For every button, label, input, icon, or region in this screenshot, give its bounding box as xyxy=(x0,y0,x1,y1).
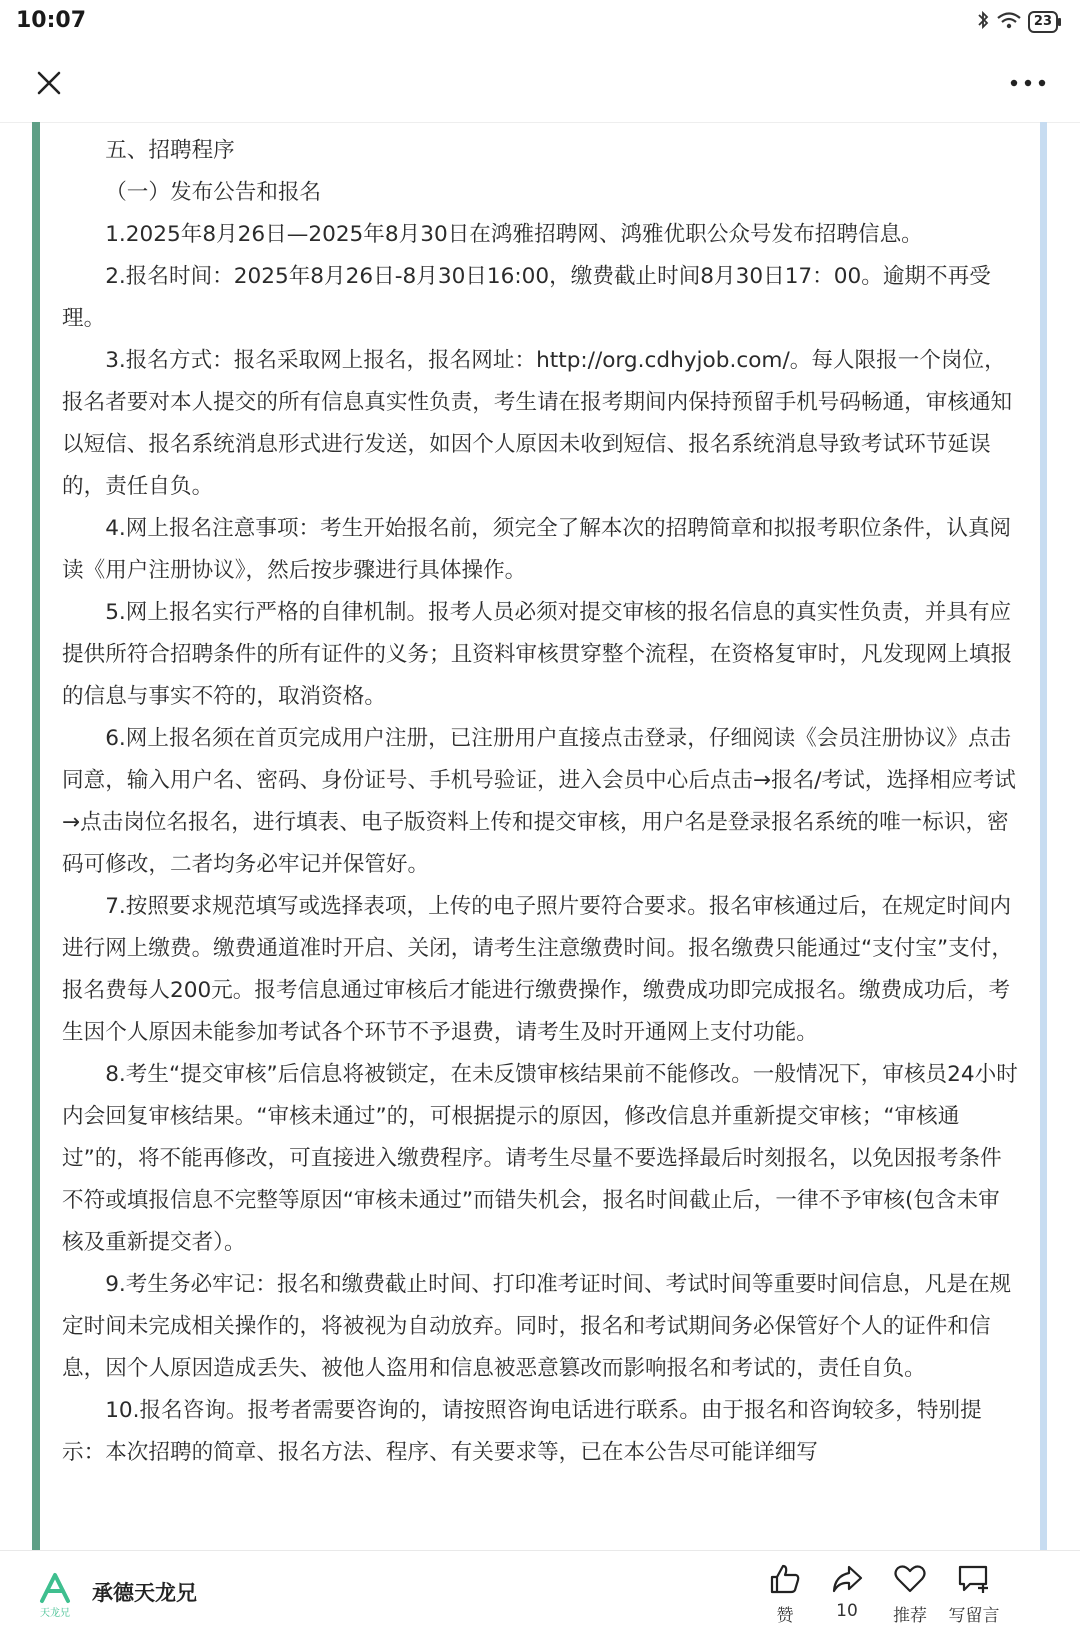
author-logo-text: 天龙兄 xyxy=(40,1608,70,1619)
nav-bar xyxy=(0,44,1080,123)
status-bar xyxy=(0,0,1080,44)
paragraph: 8.考生“提交审核”后信息将被锁定，在未反馈审核结果前不能修改。一般情况下，审核员24小时内会回复审核结果。“审核未通过”的，可根据提示的原因，修改信息并重新提交审核；“审核通过”的，将不能再修改，可直接进入缴费程序。请考生尽量不要选择最后时刻报名，以免因报考条件不符或填报信息不完整等原因“审核未通过”而错失机会，报名时间截止后，一律不予审核(包含未审核及重新提交者）。 xyxy=(62,1062,1018,1255)
comment-button[interactable] xyxy=(939,1563,1009,1626)
paragraph: 5.网上报名实行严格的自律机制。报考人员必须对提交审核的报名信息的真实性负责，并具有应提供所符合招聘条件的所有证件的义务；且资料审核贯穿整个流程，在资格复审时，凡发现网上填报的信息与事实不符的，取消资格。 xyxy=(62,600,1013,709)
close-icon xyxy=(28,62,70,104)
paragraph: 6.网上报名须在首页完成用户注册，已注册用户直接点击登录，仔细阅读《会员注册协议》点击同意，输入用户名、密码、身份证号、手机号验证，进入会员中心后点击→报名/考试，选择相应考试→点击岗位名报名，进行填表、电子版资料上传和提交审核，用户名是登录报名系统的唯一标识，密码可修改，二者均务必牢记并保管好。 xyxy=(62,726,1016,877)
section-heading: 五、招聘程序 xyxy=(105,138,235,163)
paragraph: 7.按照要求规范填写或选择表项，上传的电子照片要符合要求。报名审核通过后，在规定时间内进行网上缴费。缴费通道准时开启、关闭，请考生注意缴费时间。报名缴费只能通过“支付宝”支付，报名费每人200元。报考信息通过审核后才能进行缴费操作，缴费成功即完成报名。缴费成功后，考生因个人原因未能参加考试各个环节不予退费，请考生及时开通网上支付功能。 xyxy=(62,894,1013,1045)
paragraph: 3.报名方式：报名采取网上报名，报名网址：http://org.cdhyjob.com/。每人限报一个岗位，报名者要对本人提交的所有信息真实性负责，考生请在报考期间内保持预留手机号码畅通，审核通知以短信、报名系统消息形式进行发送，如因个人原因未收到短信、报名系统消息导致考试环节延误的，责任自负。 xyxy=(62,348,1013,499)
paragraph: 2.报名时间：2025年8月26日-8月30日16:00，缴费截止时间8月30日17：00。逾期不再受理。 xyxy=(62,264,991,331)
thumbs-up-icon xyxy=(768,1563,802,1595)
author-logo[interactable] xyxy=(34,1569,76,1621)
recommend-button[interactable] xyxy=(875,1563,945,1626)
share-count: 10 xyxy=(836,1601,858,1621)
comment-icon xyxy=(956,1563,992,1595)
comment-label: 写留言 xyxy=(948,1606,1000,1626)
wifi-icon xyxy=(996,10,1022,34)
more-options-button[interactable] xyxy=(1006,64,1050,102)
share-button[interactable] xyxy=(812,1563,882,1621)
status-icons xyxy=(976,10,1058,34)
bluetooth-icon xyxy=(976,10,990,34)
paragraph: 4.网上报名注意事项：考生开始报名前，须完全了解本次的招聘简章和拟报考职位条件，认真阅读《用户注册协议》，然后按步骤进行具体操作。 xyxy=(62,516,1012,583)
status-time: 10:07 xyxy=(16,8,87,33)
paragraph: 1.2025年8月26日—2025年8月30日在鸿雅招聘网、鸿雅优职公众号发布招聘信息。 xyxy=(105,222,923,247)
author-name[interactable]: 承德天龙兄 xyxy=(92,1581,197,1605)
article-body xyxy=(62,130,1020,1474)
subsection-heading: （一）发布公告和报名 xyxy=(105,180,322,205)
like-button[interactable] xyxy=(750,1563,820,1626)
paragraph: 9.考生务必牢记：报名和缴费截止时间、打印准考证时间、考试时间等重要时间信息，凡是在规定时间未完成相关操作的，将被视为自动放弃。同时，报名和考试期间务必保管好个人的证件和信息，因个人原因造成丢失、被他人盗用和信息被恶意篡改而影响报名和考试的，责任自负。 xyxy=(62,1272,1012,1381)
more-dots-icon xyxy=(1006,64,1050,102)
like-label: 赞 xyxy=(776,1606,794,1626)
close-button[interactable] xyxy=(28,62,70,104)
battery-indicator: 23 xyxy=(1028,11,1058,33)
paragraph: 10.报名咨询。报考者需要咨询的，请按照咨询电话进行联系。由于报名和咨询较多，特别提示：本次招聘的简章、报名方法、程序、有关要求等，已在本公告尽可能详细写 xyxy=(62,1398,982,1465)
quote-accent-bar xyxy=(32,122,40,1550)
article-area[interactable] xyxy=(0,122,1080,1550)
scroll-accent-bar xyxy=(1040,122,1047,1550)
bottom-bar xyxy=(0,1550,1080,1644)
recommend-label: 推荐 xyxy=(893,1606,927,1626)
heart-icon xyxy=(893,1563,927,1595)
share-arrow-icon xyxy=(830,1563,864,1595)
